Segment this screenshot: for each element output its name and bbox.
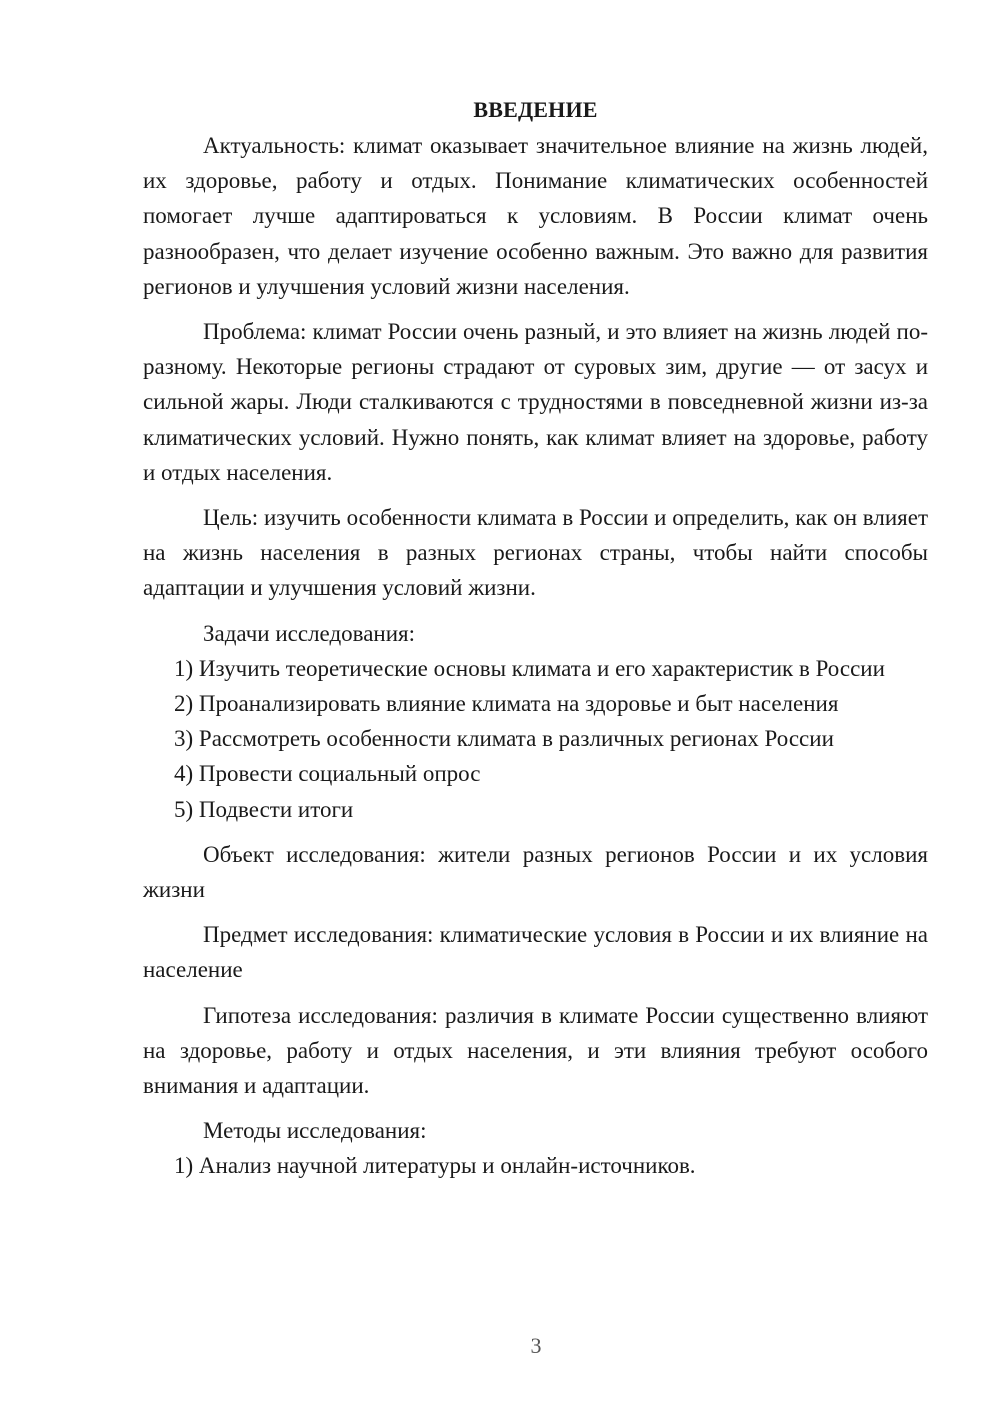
relevance-paragraph: Актуальность: климат оказывает значительное влияние на жизнь людей, их здоровье, работу и отдых. Понимание климатических особенностей помогает лучше адаптироваться к условиям. В России климат очень разнообразен, что делает изучение особенно важным. Это важно для развития регионов и улучшения условий жизни населения. xyxy=(143,133,928,299)
goal-paragraph: Цель: изучить особенности климата в России и определить, как он влияет на жизнь населения в разных регионах страны, чтобы найти способы адаптации и улучшения условий жизни. xyxy=(143,505,928,601)
page-number: 3 xyxy=(530,1333,542,1358)
task-item: 2) Проанализировать влияние климата на здоровье и быт населения xyxy=(174,691,839,717)
method-item: 1) Анализ научной литературы и онлайн-источников. xyxy=(174,1153,696,1179)
task-item: 3) Рассмотреть особенности климата в различных регионах России xyxy=(174,726,834,752)
tasks-heading: Задачи исследования: xyxy=(203,620,416,646)
task-item: 4) Провести социальный опрос xyxy=(174,761,481,787)
problem-paragraph: Проблема: климат России очень разный, и это влияет на жизнь людей по-разному. Некоторые регионы страдают от суровых зим, другие — от засух и сильной жары. Люди сталкиваются с трудностями в повседневной жизни из-за климатических условий. Нужно понять, как климат влияет на здоровье, работу и отдых населения. xyxy=(143,319,928,485)
object-paragraph: Объект исследования: жители разных регионов России и их условия жизни xyxy=(143,841,928,903)
hypothesis-paragraph: Гипотеза исследования: различия в климате России существенно влияют на здоровье, работу и отдых населения, и эти влияния требуют особого внимания и адаптации. xyxy=(143,1002,928,1099)
methods-heading: Методы исследования: xyxy=(203,1118,427,1144)
task-item: 5) Подвести итоги xyxy=(174,796,354,822)
task-item: 1) Изучить теоретические основы климата и его характеристик в России xyxy=(174,655,885,681)
section-title: ВВЕДЕНИЕ xyxy=(473,97,598,122)
page-content xyxy=(143,92,928,1184)
subject-paragraph: Предмет исследования: климатические условия в России и их влияние на население xyxy=(143,922,928,983)
